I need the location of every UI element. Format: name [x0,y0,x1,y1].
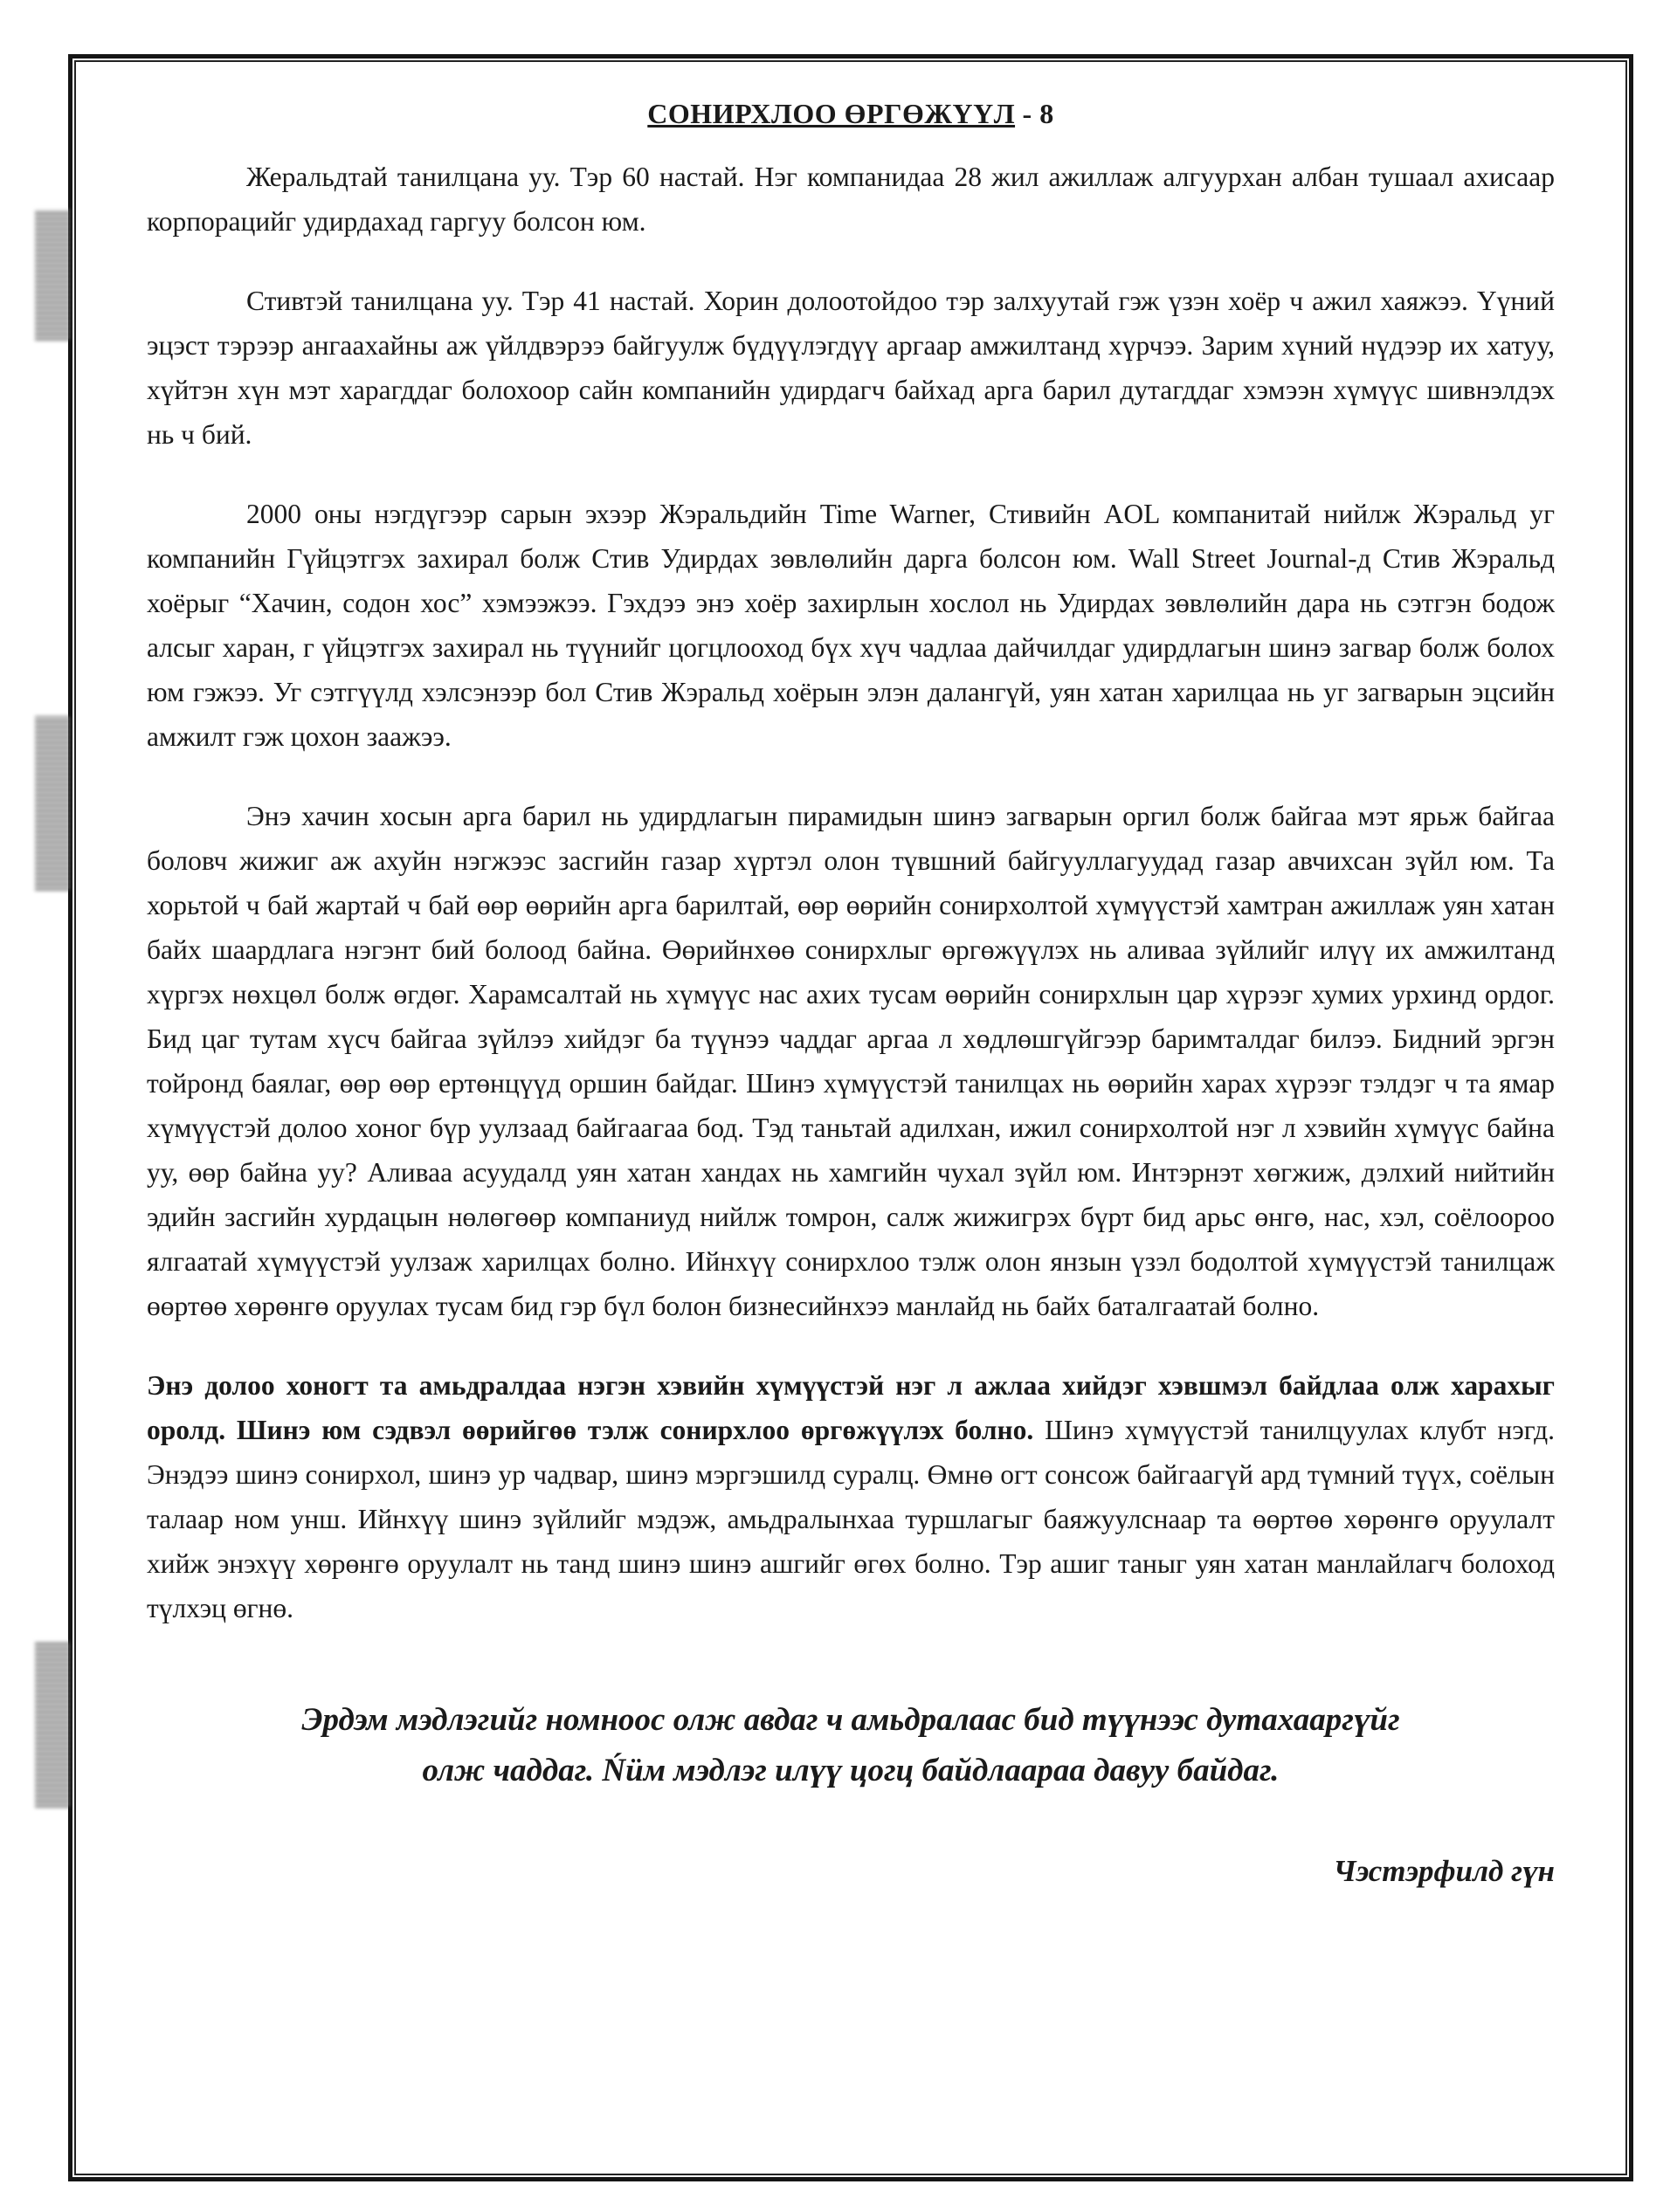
document-title [147,98,1555,130]
title-number: - 8 [1015,98,1054,129]
scan-artifact [35,1642,70,1808]
quote-line-2: олж чаддаг. Ńüм мэдлэг илүү цогц байдлаараа давуу байдаг. [422,1753,1280,1788]
paragraph-steve: Стивтэй танилцана уу. Тэр 41 настай. Хорин долоотойдоо тэр залхуутай гэж үзэн хоёр ч ажил хаяжээ. Үүний эцэст тэрээр ангаахайны аж үйлдвэрээ байгуулж бүдүүлэгдүү аргаар амжилтанд хүрчээ. Зарим хүний нүдээр их хатуу, хүйтэн хүн мэт харагддаг болохоор сайн компанийн удирдагч байхад арга барил дутагддаг хэмээн хүмүүс шивнэлдэх нь ч бий. [147,286,1555,450]
quote-author: Чэстэрфилд гүн [1333,1854,1555,1888]
scan-artifact [35,716,70,891]
scan-artifact [35,210,70,341]
weekly-task-bold: Энэ долоо хоногт та амьдралдаа нэгэн хэвийн хүмүүстэй нэг л ажлаа хийдэг хэвшмэл байдлаа олж харахыг оролд. Шинэ юм сэдвэл өөрийгөө тэлж сонирхлоо өргөжүүлэх болно. [147,1370,1555,1445]
document-body [147,98,1555,1889]
closing-quote [147,1695,1555,1796]
quote-line-1: Эрдэм мэдлэгийг номноос олж авдаг ч амьдралаас бид түүнээс дутахааргүйг [301,1702,1400,1738]
paragraph-odd-couple: Энэ хачин хосын арга барил нь удирдлагын пирамидын шинэ загварын оргил болж байгаа мэт ярьж байгаа боловч жижиг аж ахуйн нэгжээс засгийн газар хүртэл олон түвшний байгууллагуудад газар авчихсан зүйл юм. Та хорьтой ч бай жартай ч бай өөр өөрийн арга барилтай, өөр өөрийн сонирхолтой хүмүүстэй хамтран ажиллаж уян хатан байх шаардлага нэгэнт бий болоод байна. Өөрийнхөө сонирхлыг өргөжүүлэх нь аливаа зүйлийг илүү их амжилтанд хүргэх нөхцөл болж өгдөг. Харамсалтай нь хүмүүс нас ахих тусам өөрийн сонирхлын цар хүрээг хумих урхинд ордог. Бид цаг тутам хүсч байгаа зүйлээ хийдэг ба түүнээ чаддаг аргаа л хөдлөшгүйгээр баримталдаг билээ. Бидний эргэн тойронд баялаг, өөр өөр ертөнцүүд оршин байдаг. Шинэ хүмүүстэй танилцах нь өөрийн харах хүрээг тэлдэг ч та ямар хүмүүстэй долоо хоног бүр уулзаад байгаагаа бод. Тэд таньтай адилхан, ижил сонирхолтой нэг л хэвийн хүмүүс байна уу, өөр байна уу? Аливаа асуудалд уян хатан хандах нь хамгийн чухал зүйл юм. Интэрнэт хөгжиж, дэлхий нийтийн эдийн засгийн хурдацын нөлөгөөр компаниуд нийлж томрон, салж жижигрэх бүрт бид арьс өнгө, нас, хэл, соёлоороо ялгаатай хүмүүстэй уулзаж харилцах болно. Ийнхүү сонирхлоо тэлж олон янзын үзэл бодолтой хүмүүстэй танилцаж өөртөө хөрөнгө оруулах тусам бид гэр бүл болон бизнесийнхээ манлайд нь байх баталгаатай болно. [147,801,1555,1321]
paragraph-gerald: Жеральдтай танилцана уу. Тэр 60 настай. Нэг компанидаа 28 жил ажиллаж алгуурхан албан тушаал ахисаар корпорацийг удирдахад гаргуу болсон юм. [147,162,1555,237]
title-main: СОНИРХЛОО ӨРГӨЖҮҮЛ [647,98,1016,129]
weekly-task-text: Шинэ хүмүүстэй танилцуулах клубт нэгд. Энэдээ шинэ сонирхол, шинэ ур чадвар, шинэ мэргэшилд суралц. Өмнө огт сонсож байгаагүй ард түмний түүх, соёлын талаар ном унш. Ийнхүү шинэ зүйлийг мэдэж, амьдралынхаа туршлагыг баяжуулснаар та өөртөө хөрөнгө оруулалт хийж энэхүү хөрөнгө оруулалт нь танд шинэ шинэ ашгийг өгөх болно. Тэр ашиг таныг уян хатан манлайлагч болоход түлхэц өгнө. [147,1415,1556,1623]
paragraph-merger: 2000 оны нэгдүгээр сарын эхээр Жэральдийн Time Warner, Стивийн AOL компанитай нийлж Жэральд уг компанийн Гүйцэтгэх захирал болж Стив Удирдах зөвлөлийн дарга болсон юм. Wall Street Journal-д Стив Жэральд хоёрыг “Хачин, содон хос” хэмээжээ. Гэхдээ энэ хоёр захирлын хослол нь Удирдах зөвлөлийн дара нь сэтгэн бодож алсыг харан, г үйцэтгэх захирал нь түүнийг цогцлооход бүх хүч чадлаа дайчилдаг удирдлагын шинэ загвар болж болох юм гэжээ. Уг сэтгүүлд хэлсэнээр бол Стив Жэральд хоёрын элэн далангүй, уян хатан харилцаа нь уг загварын эцсийн амжилт гэж цохон заажээ. [147,499,1555,752]
paragraph-weekly-task [147,1363,1555,1630]
